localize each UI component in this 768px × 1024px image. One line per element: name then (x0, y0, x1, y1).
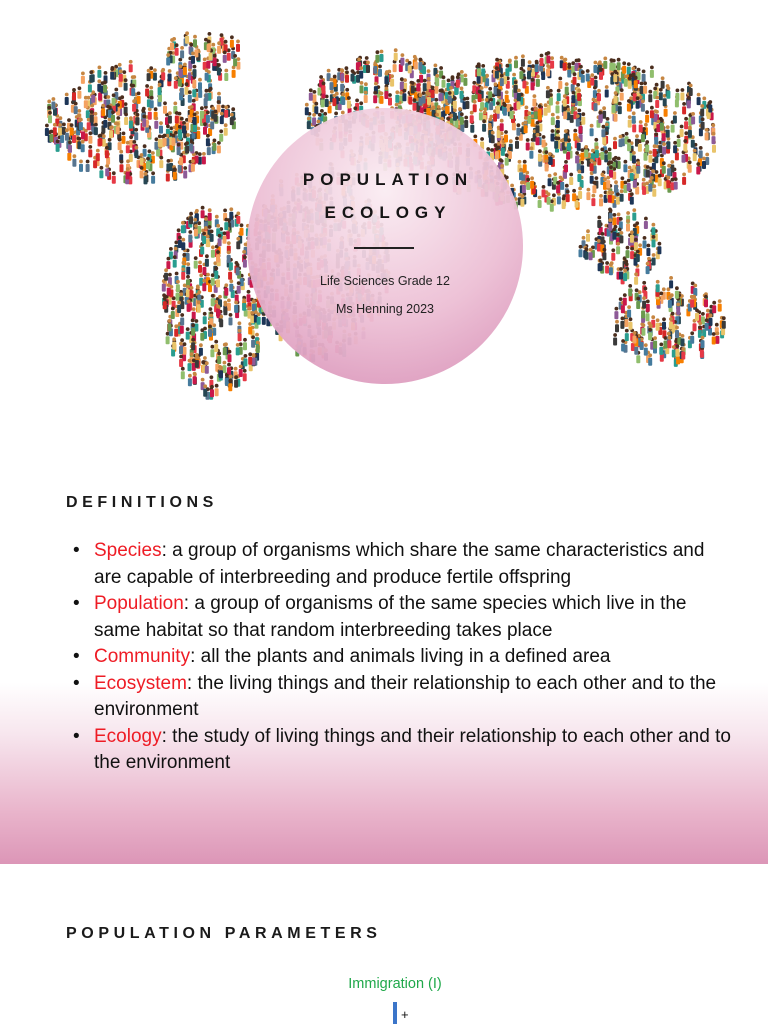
definition-item (73, 591, 734, 644)
title-circle (247, 108, 523, 384)
parameters-slide (0, 868, 768, 1024)
definitions-list (73, 538, 734, 777)
definitions-slide (0, 432, 768, 864)
definition-term: Ecology (94, 725, 162, 747)
definition-item (73, 644, 734, 671)
immigration-label: Immigration (I) (348, 976, 442, 992)
title-slide (0, 0, 768, 430)
definition-text: : all the plants and animals living in a defined area (190, 646, 611, 667)
parameters-heading: POPULATION PARAMETERS (66, 925, 382, 942)
title-divider (354, 247, 414, 249)
bullet: • (73, 540, 80, 561)
plus-sign: + (401, 1007, 409, 1022)
bullet: • (73, 672, 80, 694)
definition-text: : a group of organisms of the same species which live in the same habitat so that random interbreeding takes place (94, 593, 687, 641)
immigration-arrow (393, 1002, 397, 1024)
definitions-heading: DEFINITIONS (66, 494, 218, 511)
definition-term: Species (94, 540, 162, 561)
definition-text: : the living things and their relationship to each other and to the environment (94, 672, 717, 720)
definition-term: Population (94, 593, 184, 614)
title-line-1: POPULATION (302, 170, 474, 189)
definition-term: Community (94, 646, 191, 667)
bullet: • (73, 725, 80, 747)
definition-item (73, 671, 734, 724)
definition-term: Ecosystem (94, 672, 187, 694)
definition-text: : a group of organisms which share the same characteristics and are capable of interbreeding and produce fertile offspring (94, 540, 705, 588)
definition-item (73, 724, 734, 777)
subtitle-teacher: Ms Henning 2023 (336, 302, 434, 316)
definition-item (73, 538, 734, 591)
definition-text: : the study of living things and their relationship to each other and to the environment (94, 725, 731, 773)
bullet: • (73, 593, 80, 614)
title-line-2: ECOLOGY (324, 203, 452, 222)
subtitle-course: Life Sciences Grade 12 (320, 274, 450, 288)
bullet: • (73, 646, 80, 667)
